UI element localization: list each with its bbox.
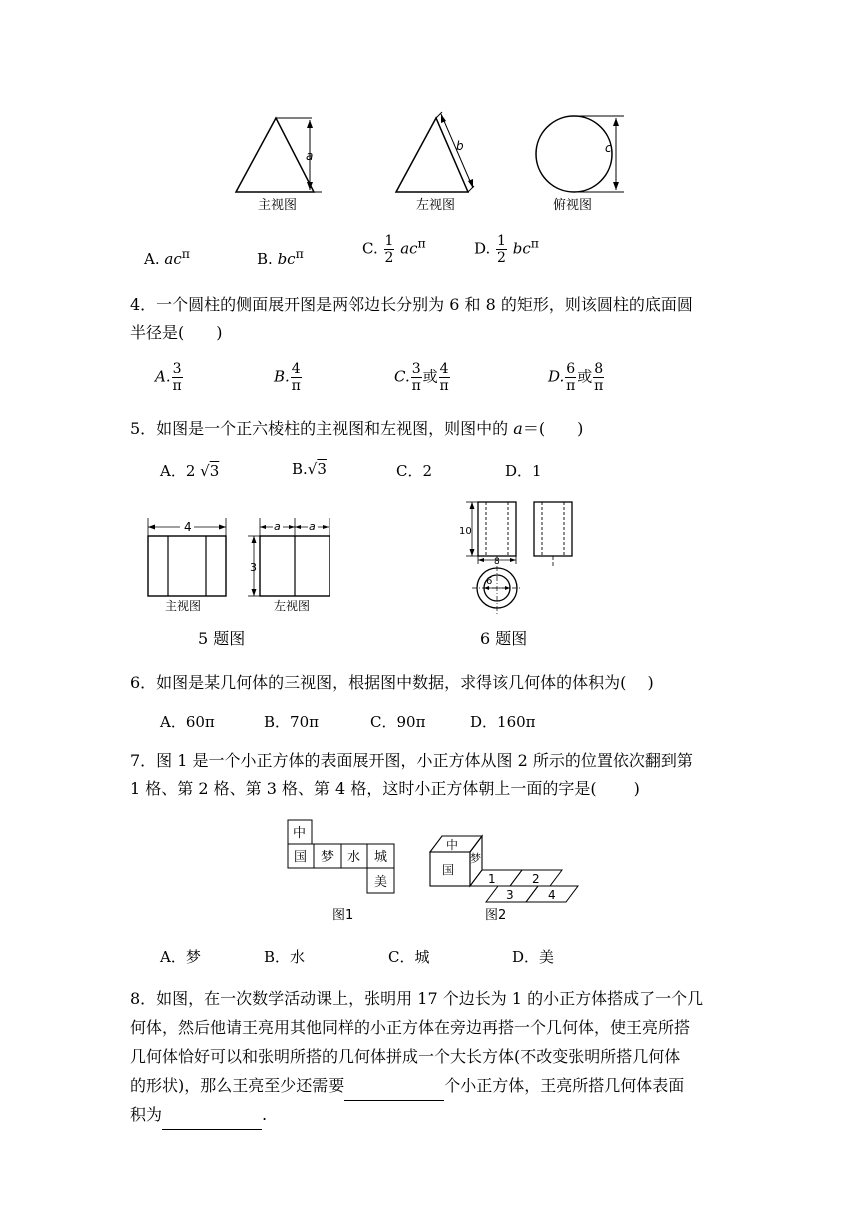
q4-option-b: B. $\frac{4}{\pi}$ <box>274 361 301 394</box>
q7-net-cheng: 城 <box>374 850 388 865</box>
q7-net-guo: 国 <box>294 850 308 865</box>
q5-option-b: B.√3 <box>292 460 327 478</box>
q6-text: 6．如图是某几何体的三视图，根据图中数据，求得该几何体的体积为( ) <box>130 673 654 692</box>
q7-option-b: B．水 <box>264 948 306 966</box>
q7-cube-net <box>288 820 394 893</box>
q5-option-a: A．2 √3 <box>160 462 220 480</box>
q7-net-shui: 水 <box>347 850 361 865</box>
q3-option-d: D. $\frac{1}{2}$ $bc^\pi$ <box>474 233 539 266</box>
q4-option-d: D. $\frac{6}{\pi}$ 或 $\frac{8}{\pi}$ <box>548 361 604 394</box>
q7-fig1-caption: 图1 <box>332 908 354 923</box>
q7-cube-side: 梦 <box>470 852 481 865</box>
q8-answer-blank-2[interactable] <box>162 1113 262 1130</box>
q5-left-view-label: 左视图 <box>274 599 311 613</box>
q7-cell-4: 4 <box>548 888 556 902</box>
q5-main-view-label: 主视图 <box>165 599 202 613</box>
q7-cell-2: 2 <box>532 872 540 886</box>
q3-view-label-left: 左视图 <box>416 198 456 213</box>
q6-option-a: A．60π <box>160 713 215 731</box>
q7-cube-front: 国 <box>442 863 455 877</box>
q4-text-line1: 4．一个圆柱的侧面展开图是两邻边长分别为 6 和 8 的矩形，则该圆柱的底面圆 <box>130 295 693 314</box>
q3-main-view <box>236 118 322 192</box>
q8-text-line5: 积为 . <box>130 1100 267 1130</box>
q7-option-c: C．城 <box>388 948 430 966</box>
q7-net-zhong: 中 <box>293 826 307 841</box>
q7-cube-top: 中 <box>446 838 459 852</box>
q5-dim-3: 3 <box>250 561 257 574</box>
q6-option-c: C．90π <box>370 713 426 731</box>
q7-fig2-caption: 图2 <box>485 908 507 923</box>
q7-option-a: A．梦 <box>160 948 201 966</box>
q3-option-a: A. $ac^\pi$ <box>144 246 190 268</box>
q7-cell-3: 3 <box>506 888 514 902</box>
q3-option-c: C. $\frac{1}{2}$ $ac^\pi$ <box>362 233 426 266</box>
q3-left-view <box>396 112 474 192</box>
q4-option-c: C. $\frac{3}{\pi}$ 或 $\frac{4}{\pi}$ <box>394 361 449 394</box>
q3-view-label-main: 主视图 <box>258 198 298 213</box>
q7-text-line1: 7．图 1 是一个小正方体的表面展开图，小正方体从图 2 所示的位置依次翻到第 <box>130 751 693 770</box>
q6-option-d: D．160π <box>470 713 536 731</box>
q5-dim-4: 4 <box>184 520 192 534</box>
q7-option-d: D．美 <box>512 948 555 966</box>
q5-option-d: D．1 <box>505 462 542 480</box>
q5-left-view <box>248 518 330 596</box>
q4-text-line2: 半径是( ) <box>130 323 223 342</box>
q6-figure-caption: 6 题图 <box>480 629 528 648</box>
q3-label-c: c <box>605 141 612 155</box>
q3-label-a: a <box>306 149 314 163</box>
q8-text-line3: 几何体恰好可以和张明所搭的几何体拼成一个大长方体(不改变张明所搭几何体 <box>130 1047 681 1066</box>
q8-text-line4: 的形状)，那么王亮至少还需要 个小正方体，王亮所搭几何体表面 <box>130 1071 684 1101</box>
q7-net-meng: 梦 <box>321 850 335 865</box>
q6-main-view <box>459 502 516 567</box>
q8-text-line1: 8．如图，在一次数学活动课上，张明用 17 个边长为 1 的小正方体搭成了一个几 <box>130 989 704 1008</box>
q6-dim-10: 10 <box>459 526 472 537</box>
q3-label-b: b <box>456 139 464 153</box>
q6-three-views-figure <box>458 494 588 614</box>
q7-cell-1: 1 <box>488 872 496 886</box>
q5-figure-caption: 5 题图 <box>198 629 246 648</box>
q6-option-b: B．70π <box>264 713 319 731</box>
q3-top-view <box>536 116 624 192</box>
q3-view-label-top: 俯视图 <box>553 198 593 213</box>
q5-option-c: C．2 <box>396 462 433 480</box>
q6-dim-6: 6 <box>486 576 493 587</box>
q7-figure <box>286 818 586 928</box>
q5-main-view <box>148 518 226 596</box>
q5-text: 5．如图是一个正六棱柱的主视图和左视图，则图中的 a＝( ) <box>130 419 584 438</box>
q4-option-a: A. $\frac{3}{\pi}$ <box>155 361 182 394</box>
q7-text-line2: 1 格、第 2 格、第 3 格、第 4 格，这时小正方体朝上一面的字是( ) <box>130 779 640 798</box>
q7-net-mei: 美 <box>374 875 388 890</box>
q8-text-line2: 何体，然后他请王亮用其他同样的小正方体在旁边再搭一个几何体，使王亮所搭 <box>130 1018 691 1037</box>
q5-dim-a2: a <box>309 520 316 533</box>
q6-left-view <box>534 502 572 568</box>
q8-answer-blank-1[interactable] <box>344 1084 444 1101</box>
q3-option-b: B. $bc^\pi$ <box>257 246 304 268</box>
q5-dim-a1: a <box>274 520 281 533</box>
q7-rolling-cube <box>430 836 578 902</box>
q6-dim-8: 8 <box>494 557 500 567</box>
